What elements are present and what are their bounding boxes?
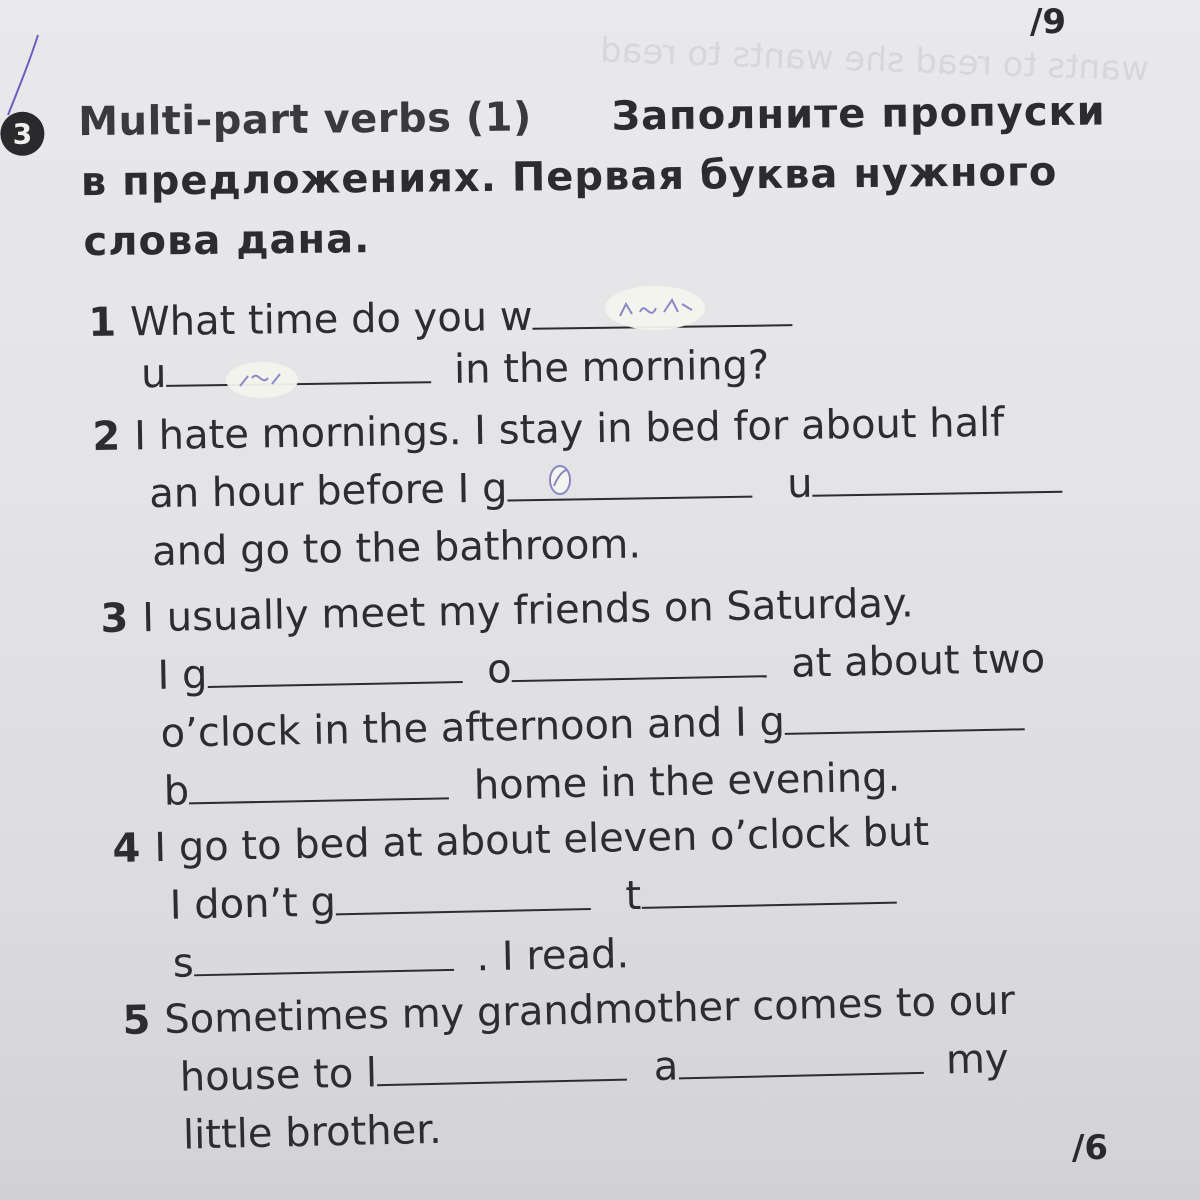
item-line: 3 I usually meet my friends on Saturday. — [100, 580, 915, 642]
instruction-line-3: слова дана. — [83, 216, 371, 266]
answer-blank[interactable] — [812, 457, 1063, 497]
item-line: u in the morning? — [140, 342, 770, 398]
instruction-line-2: в предложениях. Первая буква нужного — [80, 148, 1058, 206]
score-top: /9 — [1030, 2, 1067, 42]
item-line: an hour before I g u — [149, 457, 1063, 517]
item-line: I don’t g t — [169, 868, 896, 929]
answer-blank[interactable] — [678, 1038, 924, 1080]
correction-fluid-icon — [222, 358, 302, 404]
item-number: 1 — [88, 299, 117, 346]
item-line: 2 I hate mornings. I stay in bed for about half — [92, 399, 1005, 460]
answer-blank[interactable] — [511, 641, 767, 682]
answer-blank[interactable] — [189, 763, 450, 804]
exercise-title: Multi-part verbs (1) — [78, 94, 533, 146]
item-number: 3 — [100, 595, 129, 642]
item-line: 4 I go to bed at about eleven o’clock but — [112, 808, 930, 872]
instruction-line-1: Заполните пропуски — [611, 88, 1106, 140]
answer-blank[interactable] — [193, 935, 454, 976]
item-number: 5 — [122, 997, 151, 1044]
item-line: and go to the bathroom. — [151, 521, 642, 576]
score-bottom: /6 — [1072, 1128, 1109, 1168]
item-line: 1 What time do you w — [88, 290, 793, 346]
item-line: b home in the evening. — [163, 754, 901, 815]
bleed-through-text: wants to read she wants to read — [599, 30, 1150, 90]
item-line: o’clock in the afternoon and I g — [160, 694, 1025, 757]
answer-blank[interactable] — [784, 694, 1025, 735]
item-line: s . I read. — [172, 931, 630, 987]
item-line: I g o at about two — [157, 635, 1046, 699]
item-line: little brother. — [182, 1106, 443, 1159]
item-line: house to l a my — [179, 1035, 1010, 1101]
answer-blank[interactable] — [207, 647, 463, 688]
exercise-number-badge: 3 — [0, 112, 44, 156]
answer-blank[interactable] — [335, 874, 591, 915]
correction-fluid-icon — [600, 282, 710, 334]
answer-blank[interactable] — [377, 1045, 628, 1087]
item-number: 4 — [112, 825, 141, 872]
answer-blank[interactable] — [641, 868, 897, 909]
item-line: 5 Sometimes my grandmother comes to our — [122, 977, 1016, 1044]
pencil-mark-icon — [540, 458, 580, 504]
item-number: 2 — [92, 413, 121, 460]
